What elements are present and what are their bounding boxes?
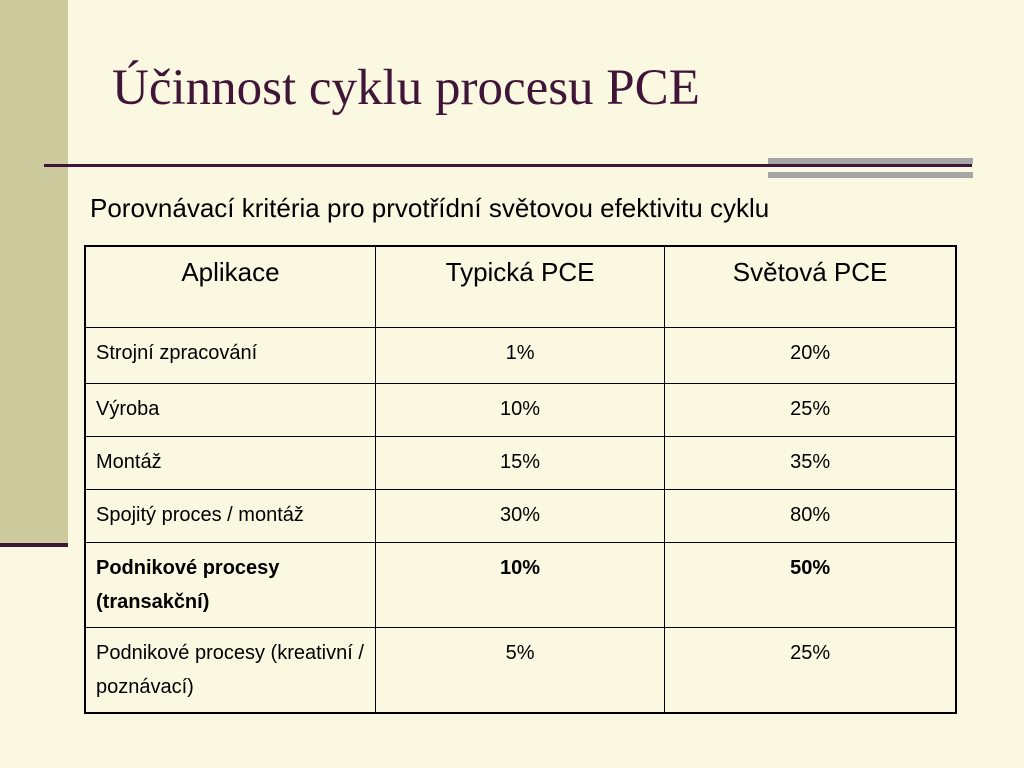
- title-decor-bar-bottom: [768, 172, 973, 178]
- header-svetova-pce: Světová PCE: [665, 246, 956, 328]
- side-bar-line: [0, 543, 68, 547]
- cell-aplikace: Spojitý proces / montáž: [85, 490, 375, 543]
- cell-aplikace: Podnikové procesy (kreativní / poznávací): [85, 628, 375, 714]
- table-row: [85, 437, 956, 490]
- cell-typicka: 10%: [375, 543, 664, 628]
- cell-typicka: 5%: [375, 628, 664, 714]
- pce-table: [84, 245, 957, 714]
- cell-typicka: 10%: [375, 384, 664, 437]
- table-header-row: [85, 246, 956, 328]
- cell-aplikace: Montáž: [85, 437, 375, 490]
- cell-svetova: 35%: [665, 437, 956, 490]
- cell-aplikace: Podnikové procesy (transakční): [85, 543, 375, 628]
- table-row: [85, 384, 956, 437]
- cell-svetova: 25%: [665, 384, 956, 437]
- cell-typicka: 15%: [375, 437, 664, 490]
- cell-svetova: 20%: [665, 328, 956, 384]
- header-typicka-pce: Typická PCE: [375, 246, 664, 328]
- table-row: [85, 490, 956, 543]
- cell-typicka: 1%: [375, 328, 664, 384]
- cell-aplikace: Strojní zpracování: [85, 328, 375, 384]
- cell-typicka: 30%: [375, 490, 664, 543]
- title-rule: [44, 164, 972, 167]
- side-bar: [0, 0, 68, 545]
- table-row: [85, 328, 956, 384]
- cell-svetova: 25%: [665, 628, 956, 714]
- table-row: [85, 543, 956, 628]
- cell-svetova: 80%: [665, 490, 956, 543]
- slide-title: Účinnost cyklu procesu PCE: [112, 60, 700, 116]
- cell-aplikace: Výroba: [85, 384, 375, 437]
- slide-subtitle: Porovnávací kritéria pro prvotřídní světovou efektivitu cyklu: [90, 193, 770, 223]
- cell-svetova: 50%: [665, 543, 956, 628]
- table-row: [85, 628, 956, 714]
- header-aplikace: Aplikace: [85, 246, 375, 328]
